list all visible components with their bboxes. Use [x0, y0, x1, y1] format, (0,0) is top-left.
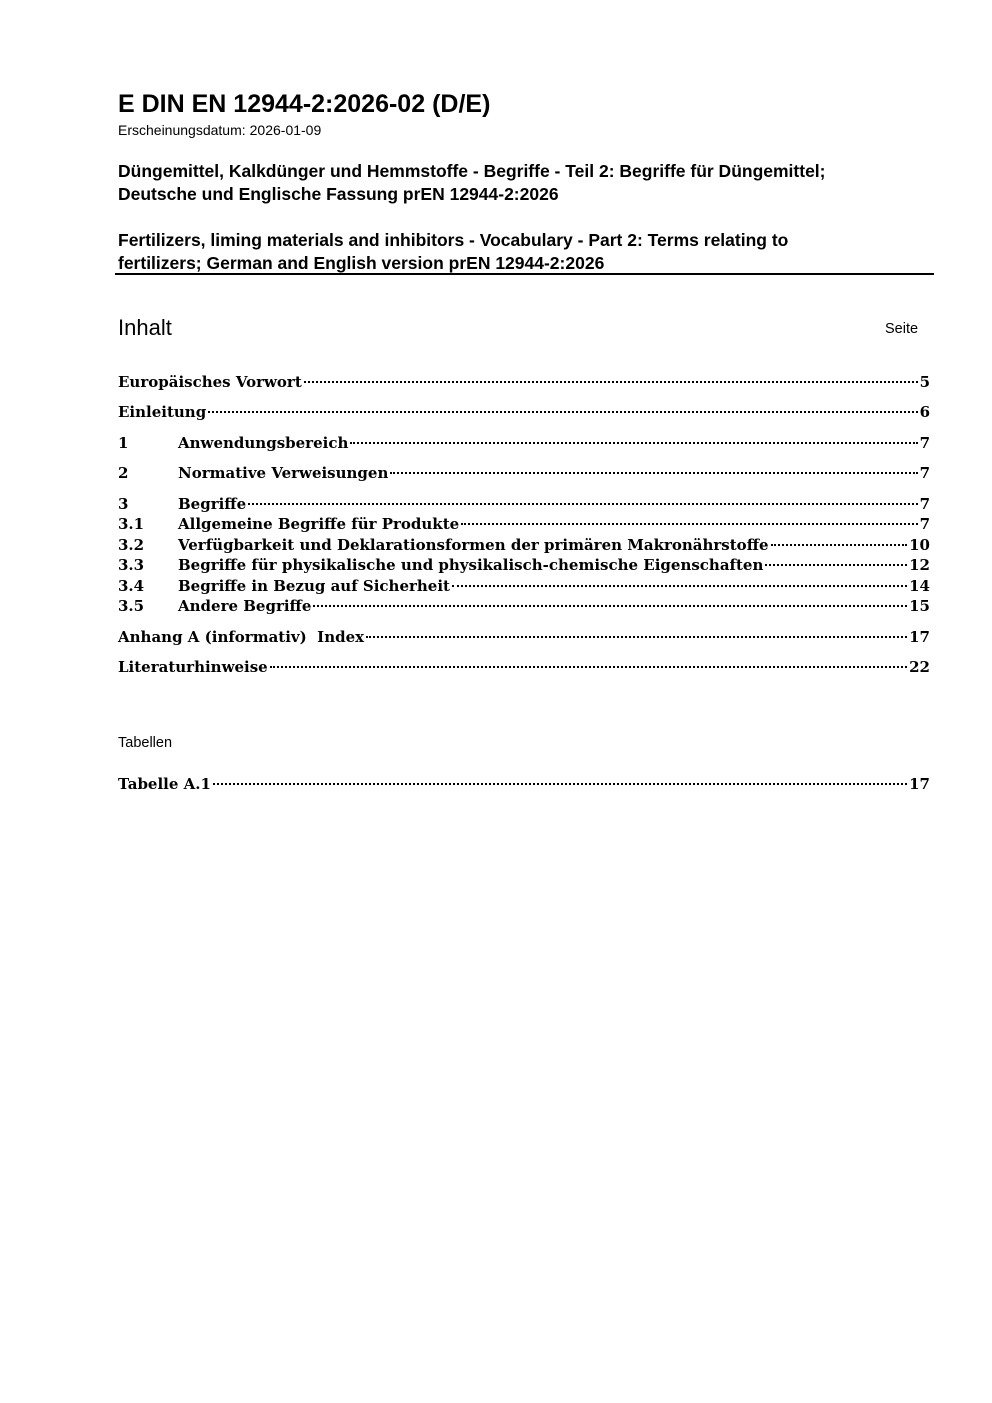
toc-entry-page: 7 — [919, 464, 930, 482]
toc-entry-number: 3.1 — [118, 515, 145, 533]
toc-entry-3-5[interactable] — [118, 595, 930, 615]
german-title-line: Deutsche und Englische Fassung prEN 12944-2:2026 — [118, 184, 559, 204]
toc-entry-scope[interactable] — [118, 432, 930, 452]
toc-heading: Inhalt — [118, 315, 172, 340]
leader-dots — [452, 571, 907, 587]
toc-entry-text: Einleitung — [118, 403, 207, 421]
toc-entry-text: Begriffe — [178, 495, 247, 513]
table-entry-text: Tabelle A.1 — [118, 775, 211, 793]
toc-entry-page: 7 — [919, 515, 930, 533]
toc-entry-bibliography[interactable] — [118, 656, 930, 676]
leader-dots — [213, 769, 907, 785]
toc-entry-number: 3.5 — [118, 597, 145, 615]
publication-date-label: Erscheinungsdatum: — [118, 122, 246, 138]
toc-entry-number: 1 — [118, 434, 129, 452]
table-entry-page: 17 — [909, 775, 930, 793]
toc-entry-page: 14 — [909, 577, 930, 595]
toc-entry-number: 3.2 — [118, 536, 145, 554]
toc-entry-text: Europäisches Vorwort — [118, 373, 302, 391]
toc-entry-number: 3.4 — [118, 577, 145, 595]
toc-entry-text: Normative Verweisungen — [178, 464, 389, 482]
toc-entry-text: Anwendungsbereich — [178, 434, 349, 452]
toc-entry-page: 7 — [919, 495, 930, 513]
toc-entry-normative-references[interactable] — [118, 462, 930, 482]
toc-entry-annex-a[interactable] — [118, 626, 930, 646]
table-entry-a1[interactable] — [118, 773, 930, 793]
document-id: E DIN EN 12944-2:2026-02 (D/E) — [118, 90, 491, 118]
toc-entry-text: Begriffe in Bezug auf Sicherheit — [178, 577, 450, 595]
toc-entry-text: Anhang A (informativ) Index — [118, 628, 365, 646]
toc-entry-page: 12 — [909, 556, 930, 574]
leader-dots — [304, 367, 918, 383]
toc-entry-page: 5 — [919, 373, 930, 391]
leader-dots — [390, 458, 917, 474]
toc-entry-page: 15 — [909, 597, 930, 615]
english-title-line: Fertilizers, liming materials and inhibitors - Vocabulary - Part 2: Terms relating to — [118, 230, 789, 250]
publication-date — [118, 122, 321, 138]
toc-entry-introduction[interactable] — [118, 401, 930, 421]
toc-entry-text: Begriffe für physikalische und physikalisch-chemische Eigenschaften — [178, 556, 764, 574]
tables-heading: Tabellen — [118, 735, 173, 751]
toc-entry-number: 3.3 — [118, 556, 145, 574]
toc-entry-foreword[interactable] — [118, 371, 930, 391]
toc-page-column-label: Seite — [885, 321, 919, 337]
publication-date-value: 2026-01-09 — [249, 122, 322, 138]
german-title-line: Düngemittel, Kalkdünger und Hemmstoffe - Begriffe - Teil 2: Begriffe für Düngemittel; — [118, 161, 826, 181]
german-title — [118, 160, 938, 206]
toc-entry-text: Andere Begriffe — [178, 597, 312, 615]
leader-dots — [366, 622, 907, 638]
leader-dots — [461, 509, 917, 525]
english-title-line: fertilizers; German and English version prEN 12944-2:2026 — [118, 253, 605, 273]
toc-entry-text: Allgemeine Begriffe für Produkte — [178, 515, 460, 533]
leader-dots — [313, 591, 907, 607]
toc-entry-number: 3 — [118, 495, 129, 513]
english-title — [118, 229, 938, 275]
leader-dots — [771, 530, 908, 546]
toc-entry-page: 6 — [919, 403, 930, 421]
toc-entry-number: 2 — [118, 464, 129, 482]
leader-dots — [208, 397, 917, 413]
toc-entry-page: 17 — [909, 628, 930, 646]
leader-dots — [248, 489, 917, 505]
leader-dots — [270, 652, 907, 668]
leader-dots — [765, 550, 907, 566]
leader-dots — [350, 428, 917, 444]
toc-entry-page: 10 — [909, 536, 930, 554]
toc-entry-page: 22 — [909, 658, 930, 676]
toc-entry-text: Literaturhinweise — [118, 658, 268, 676]
title-divider — [115, 273, 934, 275]
toc-entry-text: Verfügbarkeit und Deklarationsformen der primären Makronährstoffe — [178, 536, 769, 554]
toc-entry-page: 7 — [919, 434, 930, 452]
